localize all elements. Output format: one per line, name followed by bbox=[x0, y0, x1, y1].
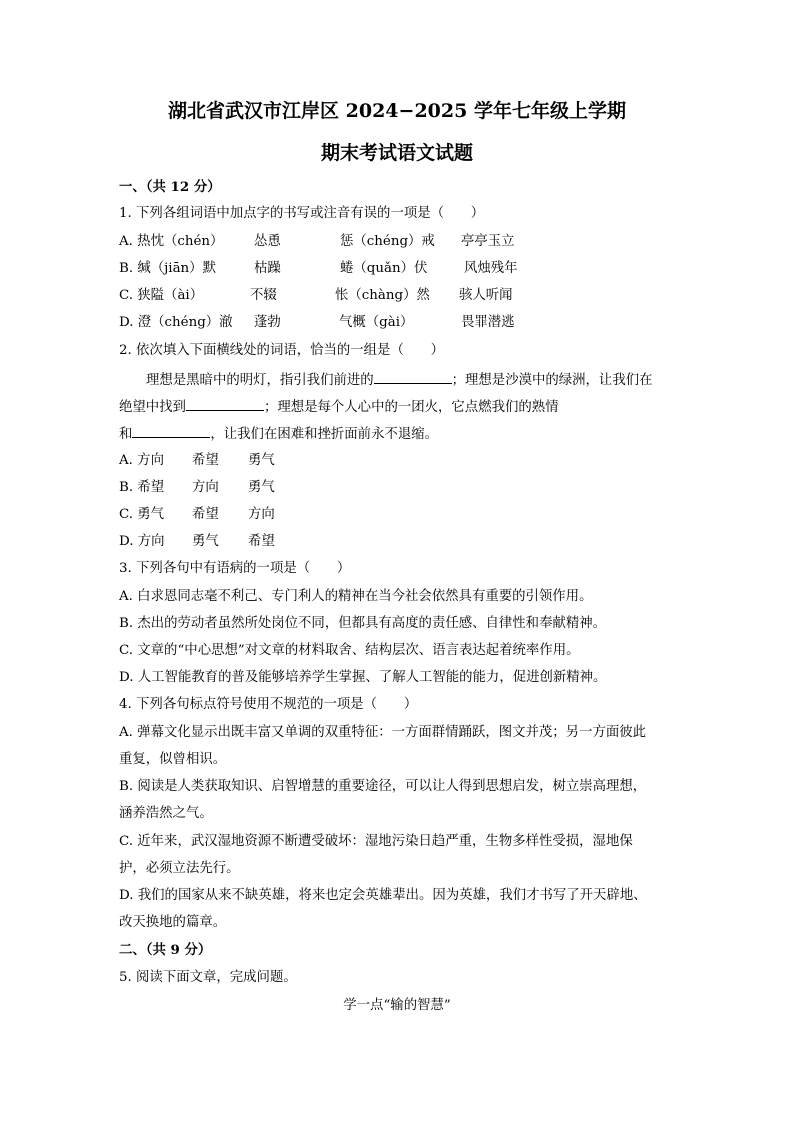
q2-b-item3: 勇气 bbox=[248, 480, 275, 495]
q2-d-item2: 勇气 bbox=[192, 534, 219, 549]
q1-d-item3: 气概（gài） bbox=[339, 315, 414, 330]
q2-passage-text: ；理想是每个人心中的一团火，它点燃我们的熟情 bbox=[263, 400, 559, 415]
q4-option-b-line1: B. 阅读是人类获取知识、启智增慧的重要途径，可以让人得到思想启发，树立崇高理想， bbox=[119, 779, 647, 794]
blank-3[interactable] bbox=[132, 423, 210, 438]
q2-c-item1: C. 勇气 bbox=[119, 507, 165, 522]
q1-a-item4: 亭亭玉立 bbox=[461, 234, 515, 249]
q2-passage-text: 理想是黑暗中的明灯，指引我们前进的 bbox=[146, 373, 374, 388]
q2-b-item1: B. 希望 bbox=[119, 480, 165, 495]
q4-stem: 4. 下列各句标点符号使用不规范的一项是（ ） bbox=[119, 697, 418, 712]
q2-passage-line3 bbox=[119, 423, 438, 445]
q2-passage-line2 bbox=[119, 396, 559, 418]
q2-stem: 2. 依次填入下面横线处的词语，恰当的一组是（ ） bbox=[119, 343, 445, 358]
blank-1[interactable] bbox=[374, 369, 452, 384]
q4-option-b-line2: 涵养浩然之气。 bbox=[119, 806, 213, 821]
q1-a-item1: A. 热忱（chén） bbox=[119, 234, 224, 249]
q2-passage-text: ，让我们在困难和挫折面前永不退缩。 bbox=[210, 427, 439, 442]
q5-stem: 5. 阅读下面文章，完成问题。 bbox=[119, 970, 297, 985]
q4-option-a-line2: 重复，似曾相识。 bbox=[119, 752, 227, 767]
q1-a-item2: 怂恿 bbox=[254, 234, 281, 249]
q2-a-item2: 希望 bbox=[192, 453, 219, 468]
q1-c-item2: 不辍 bbox=[250, 288, 277, 303]
exam-title-line1: 湖北省武汉市江岸区 2024−2025 学年七年级上学期 bbox=[168, 100, 626, 122]
section-heading-1: 一、（共 12 分） bbox=[119, 179, 221, 195]
q2-a-item3: 勇气 bbox=[248, 453, 275, 468]
q2-b-item2: 方向 bbox=[192, 480, 219, 495]
q2-passage-text: ；理想是沙漠中的绿洲，让我们在 bbox=[451, 373, 653, 388]
q1-d-item4: 畏罪潜逃 bbox=[461, 315, 515, 330]
q4-option-a-line1: A. 弹幕文化显示出既丰富又单调的双重特征：一方面群情踊跃，图文并茂；另一方面彼此 bbox=[119, 725, 647, 740]
q1-c-item1: C. 狭隘（ài） bbox=[119, 288, 204, 303]
q2-a-item1: A. 方向 bbox=[119, 453, 164, 468]
section-heading-2: 二、（共 9 分） bbox=[119, 942, 212, 958]
q1-c-item4: 骇人听闻 bbox=[459, 288, 513, 303]
q2-d-item1: D. 方向 bbox=[119, 534, 165, 549]
q4-option-c-line1: C. 近年来，武汉湿地资源不断遭受破坏：湿地污染日趋严重，生物多样性受损，湿地保 bbox=[119, 834, 633, 849]
q2-passage-text: 和 bbox=[119, 427, 133, 442]
q1-d-item2: 蓬勃 bbox=[254, 315, 281, 330]
q4-option-d-line1: D. 我们的国家从来不缺英雄，将来也定会英雄辈出。因为英雄，我们才书写了开天辟地、 bbox=[119, 888, 647, 903]
q3-option-b: B. 杰出的劳动者虽然所处岗位不同，但都具有高度的责任感、自律性和奉献精神。 bbox=[119, 616, 607, 631]
q1-b-item2: 枯躁 bbox=[254, 261, 281, 276]
q3-stem: 3. 下列各句中有语病的一项是（ ） bbox=[119, 561, 351, 576]
q1-b-item3: 蜷（quǎn）伏 bbox=[340, 261, 428, 276]
q4-option-d-line2: 改天换地的篇章。 bbox=[119, 915, 227, 930]
q1-a-item3: 惩（chéng）戒 bbox=[340, 234, 435, 249]
q1-d-item1: D. 澄（chéng）澈 bbox=[119, 315, 233, 330]
q3-option-d: D. 人工智能教育的普及能够培养学生掌握、了解人工智能的能力，促进创新精神。 bbox=[119, 670, 607, 685]
q1-b-item4: 风烛残年 bbox=[464, 261, 518, 276]
q2-c-item3: 方向 bbox=[248, 507, 275, 522]
q1-c-item3: 怅（chàng）然 bbox=[335, 288, 430, 303]
q3-option-c: C. 文章的“中心思想”对文章的材料取舍、结构层次、语言表达起着统率作用。 bbox=[119, 643, 580, 658]
q2-passage-text: 绝望中找到 bbox=[119, 400, 186, 415]
exam-title-line2: 期末考试语文试题 bbox=[320, 142, 473, 164]
q1-b-item1: B. 缄（jiān）默 bbox=[119, 261, 216, 276]
q1-stem: 1. 下列各组词语中加点字的书写或注音有误的一项是（ ） bbox=[119, 206, 485, 221]
q3-option-a: A. 白求恩同志毫不利己、专门利人的精神在当今社会依然具有重要的引领作用。 bbox=[119, 589, 593, 604]
q2-d-item3: 希望 bbox=[248, 534, 275, 549]
article-title: 学一点“输的智慧” bbox=[343, 998, 451, 1013]
q2-passage-line1 bbox=[146, 369, 653, 391]
blank-2[interactable] bbox=[186, 396, 264, 411]
q2-c-item2: 希望 bbox=[192, 507, 219, 522]
q4-option-c-line2: 护，必须立法先行。 bbox=[119, 861, 240, 876]
